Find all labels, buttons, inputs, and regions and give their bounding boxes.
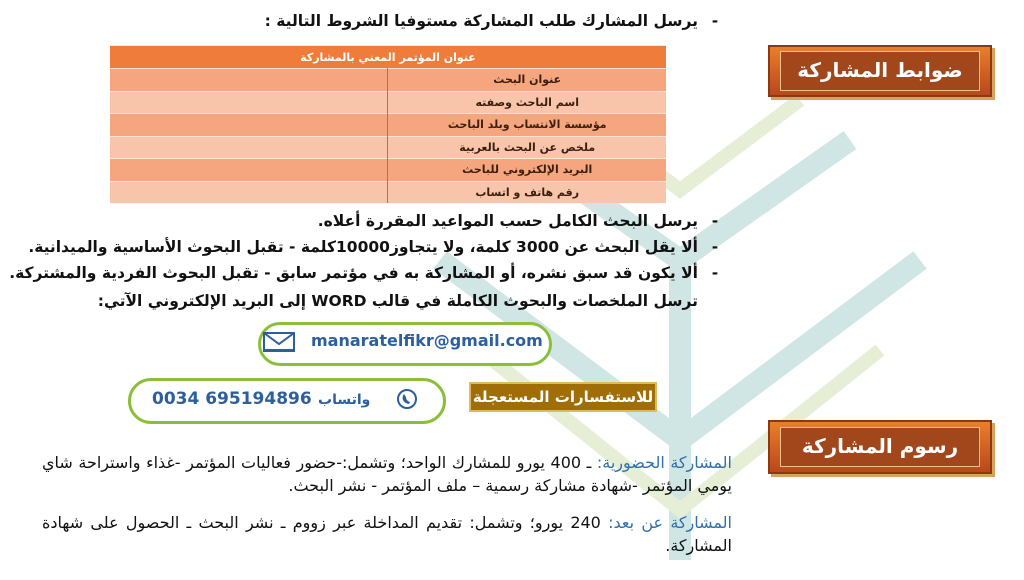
table-cell: رقم هاتف و اتساب (388, 181, 666, 203)
intro-line: -يرسل المشارك طلب المشاركة مستوفيا الشروط التالية : (264, 12, 719, 30)
table-row (110, 136, 666, 159)
envelope-icon (263, 332, 295, 352)
table-cell-empty (110, 159, 388, 182)
table-cell-empty (110, 69, 388, 92)
table-header-row (110, 46, 666, 69)
condition-1: -يرسل البحث الكامل حسب المواعيد المقررة أعلاه. (317, 212, 719, 230)
submission-fields-table (110, 45, 666, 203)
table-cell-empty (110, 91, 388, 114)
remote-fee-text: 240 يورو؛ وتشمل: تقديم المداخلة عبر زووم ـ نشر البحث ـ الحصول على شهادة المشاركة. (42, 513, 732, 555)
email-link[interactable]: manaratelfikr@gmail.com (311, 331, 543, 350)
remote-fee-label: المشاركة عن بعد: (608, 513, 732, 532)
in-person-fee-text: ـ 400 يورو للمشارك الواحد؛ وتشمل:-حضور فعاليات المؤتمر -غذاء واستراحة شاي يومي المؤتمر -شهادة مشاركة رسمية – ملف المؤتمر - نشر البحث. (42, 453, 732, 495)
table-row (110, 181, 666, 203)
table-cell: مؤسسة الانتساب وبلد الباحث (388, 114, 666, 137)
table-cell: عنوان البحث (388, 69, 666, 92)
whatsapp-label: واتساب (318, 392, 371, 408)
condition-3: -ألا يكون قد سبق نشره، أو المشاركة به في مؤتمر سابق - تقبل البحوث الفردية والمشتركة. (9, 264, 719, 282)
phone-icon (396, 388, 418, 410)
rules-banner (768, 45, 992, 97)
urgent-inquiries-label: للاستفسارات المستعجلة (469, 382, 657, 412)
in-person-fee-paragraph (42, 451, 732, 497)
send-note: ترسل الملخصات والبحوث الكاملة في قالب WORD إلى البريد الإلكتروني الآتي: (97, 292, 698, 310)
table-row (110, 91, 666, 114)
fees-banner-title: رسوم المشاركة (780, 427, 980, 467)
table-cell: اسم الباحث وصفته (388, 91, 666, 114)
in-person-fee-label: المشاركة الحضورية: (596, 453, 732, 472)
table-cell-empty (110, 181, 388, 203)
table-cell: البريد الإلكتروني للباحث (388, 159, 666, 182)
table-header: عنوان المؤتمر المعني بالمشاركة (110, 46, 666, 69)
fees-banner (768, 420, 992, 474)
table-cell: ملخص عن البحث بالعربية (388, 136, 666, 159)
table-cell-empty (110, 136, 388, 159)
phone-number[interactable]: 0034 695194896 (152, 389, 312, 409)
remote-fee-paragraph (42, 511, 732, 557)
rules-banner-title: ضوابط المشاركة (780, 51, 980, 91)
table-row (110, 159, 666, 182)
table-row (110, 69, 666, 92)
table-row (110, 114, 666, 137)
table-cell-empty (110, 114, 388, 137)
condition-2: -ألا يقل البحث عن 3000 كلمة، ولا يتجاوز10000كلمة - تقبل البحوث الأساسية والميدانية. (28, 238, 719, 256)
